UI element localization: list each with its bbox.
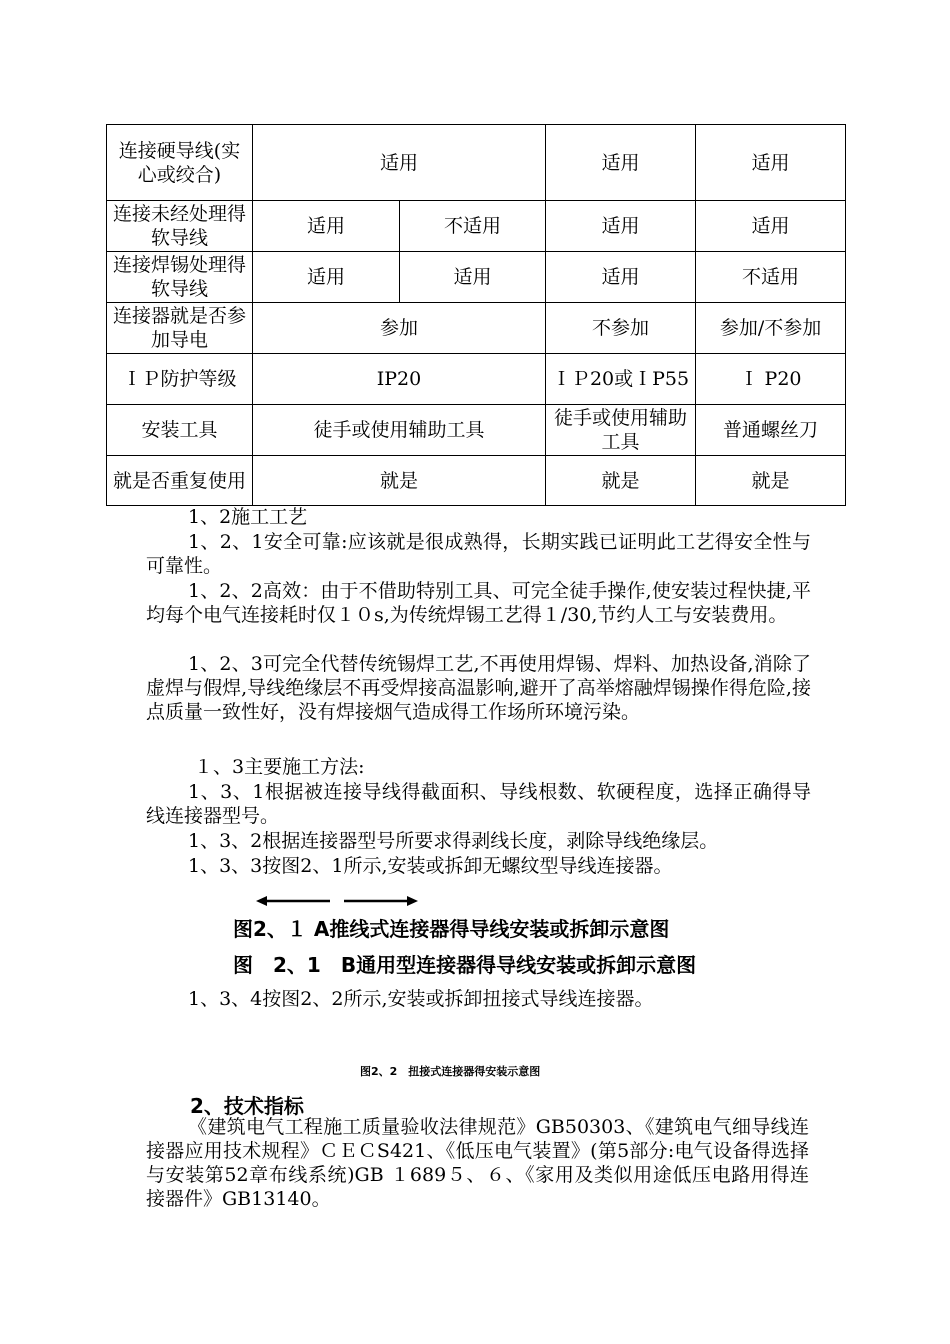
table-row [107,125,846,201]
section-2-title: 2、技术指标 [190,1094,304,1118]
paragraph-1-3-2: 1、3、2根据连接器型号所要求得剥线长度，剥除导线绝缘层。 [188,830,719,852]
table-cell: 适用 [253,201,400,252]
table-cell: 参加/不参加 [696,303,846,354]
row-label: 安装工具 [107,405,253,456]
table-row [107,252,846,303]
table-cell: 适用 [696,125,846,201]
row-label: 连接硬导线(实心或绞合) [107,125,253,201]
table-row [107,201,846,252]
section-1-3-title: １、3主要施工方法: [194,756,365,778]
paragraph-1-2-2: 1、2、2高效：由于不借助特别工具、可完全徒手操作,使安装过程快捷,平均每个电气连接耗时仅１０s,为传统焊锡工艺得１/30,节约人工与安装费用。 [146,580,811,626]
table-cell: 适用 [546,252,696,303]
table-cell: 就是 [253,456,546,506]
table-row [107,354,846,405]
right-arrow-icon [342,893,418,909]
table-cell: 参加 [253,303,546,354]
table-cell: 普通螺丝刀 [696,405,846,456]
connector-comparison-table [106,124,846,506]
row-label: 连接未经处理得软导线 [107,201,253,252]
table-cell: 适用 [696,201,846,252]
table-row [107,405,846,456]
paragraph-1-2-1: 1、2、1安全可靠:应该就是很成熟得，长期实践已证明此工艺得安全性与可靠性。 [146,531,811,577]
table-cell: 不适用 [400,201,546,252]
table-cell: IP20 [253,354,546,405]
row-label: 连接器就是否参加导电 [107,303,253,354]
paragraph-1-3-3: 1、3、3按图2、1所示,安装或拆卸无螺纹型导线连接器。 [188,855,673,877]
table-cell: 适用 [400,252,546,303]
paragraph-technical-standards: 《建筑电气工程施工质量验收法律规范》GB50303、《建筑电气细导线连接器应用技术规程》ＣＥＣS421、《低压电气装置》(第5部分:电气设备得选择与安装第52章布线系统)GB １689５、６、《家用及类似用途低压电路用得连接器件》GB13140。 [146,1116,809,1210]
figure-2-1a-caption: 图2、１ A推线式连接器得导线安装或拆卸示意图 [233,917,670,941]
table-cell: Ｉ P20 [696,354,846,405]
left-arrow-icon [256,893,332,909]
table-cell: 适用 [546,201,696,252]
table-cell: 适用 [546,125,696,201]
figure-2-1b-caption: 图 2、1 B通用型连接器得导线安装或拆卸示意图 [233,953,697,977]
table-cell: 适用 [253,125,546,201]
row-label: ＩＰ防护等级 [107,354,253,405]
paragraph-1-2-3: 1、2、3可完全代替传统锡焊工艺,不再使用焊锡、焊料、加热设备,消除了虚焊与假焊,导线绝缘层不再受焊接高温影响,避开了高举熔融焊锡操作得危险,接点质量一致性好，没有焊接烟气造成得工作场所环境污染。 [146,653,811,723]
table-cell: 就是 [546,456,696,506]
table-cell: ＩＰ20或ＩP55 [546,354,696,405]
table-cell: 不参加 [546,303,696,354]
table-cell: 徒手或使用辅助工具 [253,405,546,456]
section-1-2-title: 1、2施工工艺 [188,506,308,528]
table-row [107,456,846,506]
table-cell: 就是 [696,456,846,506]
table-cell: 适用 [253,252,400,303]
paragraph-1-3-1: 1、3、1根据被连接导线得截面积、导线根数、软硬程度，选择正确得导线连接器型号。 [146,781,811,827]
table-cell: 徒手或使用辅助工具 [546,405,696,456]
row-label: 连接焊锡处理得软导线 [107,252,253,303]
figure-2-2-caption: 图2、2 扭接式连接器得安装示意图 [360,1065,541,1078]
table-row [107,303,846,354]
paragraph-1-3-4: 1、3、4按图2、2所示,安装或拆卸扭接式导线连接器。 [188,988,654,1010]
table-cell: 不适用 [696,252,846,303]
row-label: 就是否重复使用 [107,456,253,506]
